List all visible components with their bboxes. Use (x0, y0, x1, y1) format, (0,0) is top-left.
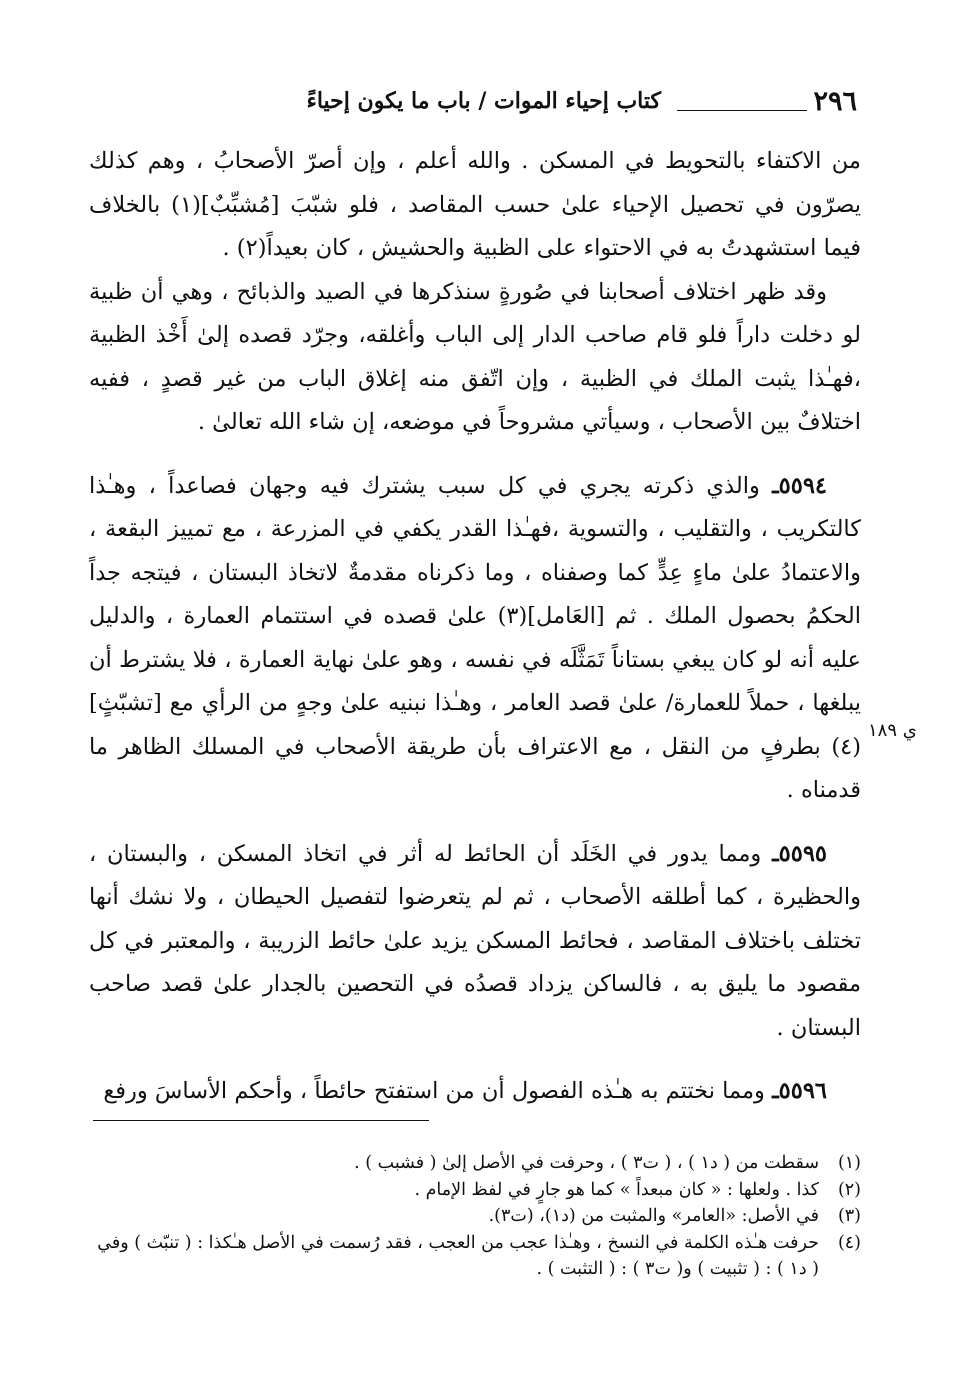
running-title: كتاب إحياء الموات / باب ما يكون إحياءً (306, 88, 661, 114)
numbered-paragraph (89, 465, 861, 813)
footnote-number: (٢) (837, 1179, 861, 1200)
numbered-paragraph (89, 1070, 861, 1114)
page-number: ٢٩٦ (813, 86, 857, 117)
margin-manuscript-reference: ي ١٨٩ (868, 720, 917, 741)
paragraph-number: ٥٥٩٦ـ (772, 1078, 827, 1104)
paragraph-text: والذي ذكرته يجري في كل سبب يشترك فيه وجهان فصاعداً ، وهـٰذا كالتكريب ، والتقليب ، والتسوية ،فهـٰذا القدر يكفي في المزرعة ، مع تمييز البقعة ، والاعتمادُ علىٰ ماءٍ عِدٍّ كما وصفناه ، وما ذكرناه مقدمةٌ لاتخاذ البستان ، فيتجه جداً الحكمُ بحصول الملك . ثم [العَامل](٣) علىٰ قصده في استتمام العمارة ، والدليل عليه أنه لو كان يبغي بستاناً تَمَثَّلَه في نفسه ، وهو علىٰ نهاية العمارة ، فلا يشترط أن يبلغها ، حملاً للعمارة/ علىٰ قصد العامر ، وهـٰذا نبنيه علىٰ وجهٍ من الرأي مع [تشبّثٍ](٤) بطرفٍ من النقل ، مع الاعتراف بأن طريقة الأصحاب في المسلك الظاهر ما قدمناه . (89, 472, 862, 803)
footnote (89, 1177, 861, 1204)
footnote (89, 1203, 861, 1230)
footnote-text: سقطت من ( د١ ) ، ( ت٣ ) ، وحرفت في الأصل إلىٰ ( فشبب ) . (354, 1153, 819, 1173)
footnotes (89, 1150, 861, 1283)
paragraph: من الاكتفاء بالتحويط في المسكن . والله أعلم ، وإن أصرّ الأصحابُ ، وهم كذلك يصرّون في تحصيل الإحياء علىٰ حسب المقاصد ، فلو شبّبَ [مُشبِّبٌ](١) بالخلاف فيما استشهدتُ به في الاحتواء على الظبية والحشيش ، كان بعيداً(٢) . (89, 148, 861, 261)
header-rule (677, 110, 807, 111)
page-header (87, 86, 857, 126)
paragraph-number: ٥٥٩٤ـ (772, 472, 827, 499)
paragraph-text: ومما نختتم به هـٰذه الفصول أن من استفتح حائطاً ، وأحكم الأساسَ ورفع (103, 1078, 765, 1104)
footnote-text: حرفت هـٰذه الكلمة في النسخ ، وهـٰذا عجب من العجب ، فقد رُسمت في الأصل هـٰكذا : ( تنبّث ) وفي ( د١ ) : ( تثبيت ) و( ت٣ ) : ( التثبت ) . (97, 1232, 819, 1279)
footnote-text: كذا . ولعلها : « كان مبعداً » كما هو جارٍ في لفظ الإمام . (414, 1179, 819, 1200)
numbered-paragraph (89, 833, 861, 1051)
paragraph-number: ٥٥٩٥ـ (772, 840, 827, 867)
footnote-separator (93, 1120, 429, 1121)
footnote-number: (٤) (837, 1232, 861, 1253)
footnote-number: (٣) (837, 1206, 861, 1226)
paragraph: وقد ظهر اختلاف أصحابنا في صُورةٍ سنذكرها في الصيد والذبائح ، وهي أن ظبية لو دخلت داراً فلو قام صاحب الدار إلى الباب وأغلقه، وجرّد قصده إلىٰ أَخْذ الظبية ،فهـٰذا يثبت الملك في الظبية ، وإن اتّفق منه إغلاق الباب من غير قصدٍ ، ففيه اختلافٌ بين الأصحاب ، وسيأتي مشروحاً في موضعه، إن شاء الله تعالىٰ . (89, 278, 861, 435)
footnote (89, 1230, 861, 1283)
footnote (89, 1150, 861, 1177)
main-text (89, 140, 861, 1114)
footnote-number: (١) (837, 1153, 861, 1173)
footnote-text: في الأصل: «العامر» والمثبت من (د١)، (ت٣). (488, 1206, 819, 1226)
paragraph-text: ومما يدور في الخَلَد أن الحائط له أثر في اتخاذ المسكن ، والبستان ، والحظيرة ، كما أطلقه الأصحاب ، ثم لم يتعرضوا لتفصيل الحيطان ، ولا نشك أنها تختلف باختلاف المقاصد ، فحائط المسكن يزيد علىٰ حائط الزريبة ، والمعتبر في كل مقصود ما يليق به ، فالساكن يزداد قصدُه في التحصين بالجدار علىٰ قصد صاحب البستان . (89, 840, 861, 1041)
